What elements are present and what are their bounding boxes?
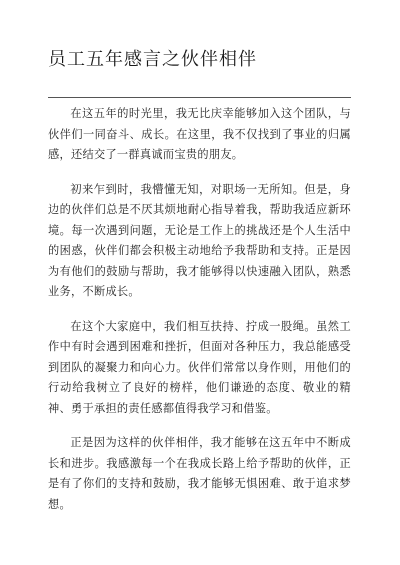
paragraph-1: 在这五年的时光里，我无比庆幸能够加入这个团队，与伙伴们一同奋斗、成长。在这里，我不仅找到了事业的归属感，还结交了一群真诚而宝贵的朋友。 xyxy=(48,107,351,161)
document-body xyxy=(48,104,351,529)
document-title: 员工五年感言之伙伴相伴 xyxy=(48,49,257,70)
paragraph-2: 初来乍到时，我懵懂无知，对职场一无所知。但是，身边的伙伴们总是不厌其烦地耐心指导着我，帮助我适应新环境。每一次遇到问题，无论是工作上的挑战还是个人生活中的困惑，伙伴们都会积极主动地给予我帮助和支持。正是因为有他们的鼓励与帮助，我才能够得以快速融入团队，熟悉业务，不断成长。 xyxy=(48,182,351,298)
title-divider xyxy=(48,97,351,98)
paragraph-3: 在这个大家庭中，我们相互扶持、拧成一股绳。虽然工作中有时会遇到困难和挫折，但面对各种压力，我总能感受到团队的凝聚力和向心力。伙伴们常常以身作则，用他们的行动给我树立了良好的榜样，他们谦逊的态度、敬业的精神、勇于承担的责任感都值得我学习和借鉴。 xyxy=(48,319,351,415)
paragraph-4: 正是因为这样的伙伴相伴，我才能够在这五年中不断成长和进步。我感激每一个在我成长路上给予帮助的伙伴，正是有了你们的支持和鼓励，我才能够无惧困难、敢于追求梦想。 xyxy=(48,436,351,511)
